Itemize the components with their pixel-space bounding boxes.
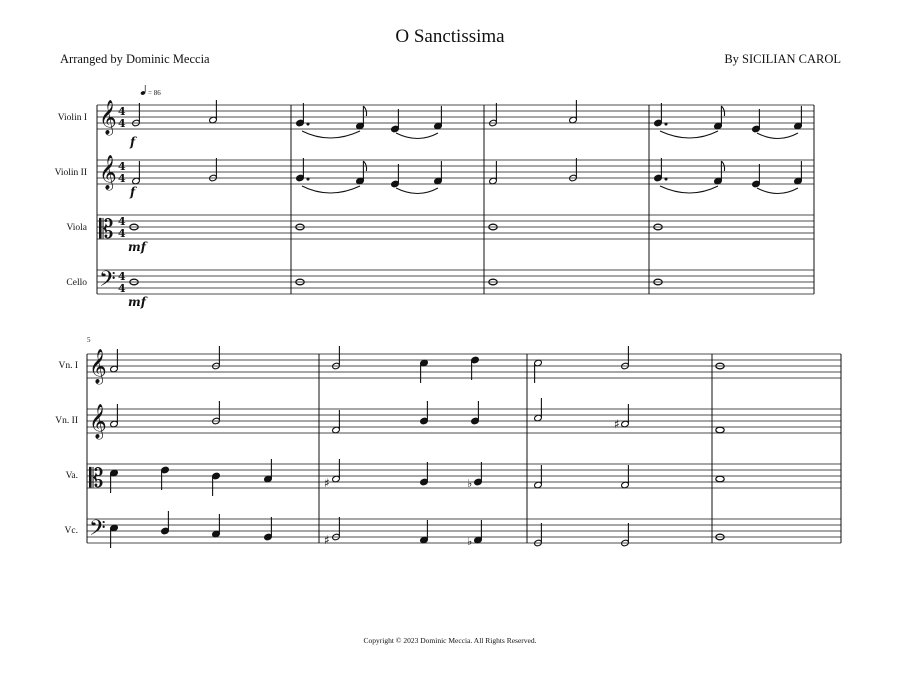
instrument-label: Violin I bbox=[57, 113, 87, 123]
copyright-notice: Copyright © 2023 Dominic Meccia. All Rights Reserved. bbox=[363, 636, 537, 645]
treble-clef-icon: 𝄞 bbox=[89, 404, 107, 439]
svg-text:4: 4 bbox=[118, 282, 126, 295]
svg-text:4: 4 bbox=[118, 117, 126, 130]
notes-violin-2 bbox=[110, 398, 725, 434]
bass-clef-icon: 𝄢 bbox=[89, 516, 106, 546]
instrument-label: Viola bbox=[66, 223, 87, 233]
measure-number: 5 bbox=[87, 336, 91, 344]
time-signature bbox=[118, 105, 126, 295]
staff-violin-2 bbox=[97, 160, 814, 184]
instrument-label: Cello bbox=[66, 278, 87, 288]
svg-text:= 86: = 86 bbox=[148, 89, 161, 97]
staff-viola bbox=[87, 464, 841, 488]
instrument-label: Vn. I bbox=[58, 361, 78, 371]
system-2 bbox=[87, 354, 841, 543]
dynamic-marking: mf bbox=[128, 295, 146, 309]
arranger-credit: Arranged by Dominic Meccia bbox=[60, 52, 210, 66]
system-1 bbox=[97, 105, 814, 294]
treble-clef-icon: 𝄞 bbox=[99, 155, 117, 190]
svg-text:♯: ♯ bbox=[614, 417, 620, 431]
instrument-label: Va. bbox=[65, 471, 78, 481]
notes-violin-2 bbox=[132, 158, 803, 194]
notes-cello bbox=[110, 511, 725, 548]
staff-viola bbox=[97, 215, 814, 239]
treble-clef-icon: 𝄞 bbox=[89, 349, 107, 384]
svg-text:4: 4 bbox=[118, 172, 126, 185]
treble-clef-icon: 𝄞 bbox=[99, 100, 117, 135]
svg-text:4: 4 bbox=[118, 270, 126, 283]
dynamic-marking: f bbox=[130, 135, 136, 149]
notes-viola bbox=[110, 459, 725, 496]
staff-violin-1 bbox=[87, 354, 841, 378]
dynamic-marking: f bbox=[130, 185, 136, 199]
svg-text:♯: ♯ bbox=[324, 533, 330, 547]
alto-clef-icon: 𝄡 bbox=[99, 215, 114, 245]
svg-text:4: 4 bbox=[118, 105, 126, 118]
svg-text:4: 4 bbox=[118, 160, 126, 173]
staff-cello bbox=[87, 519, 841, 543]
bass-clef-icon: 𝄢 bbox=[99, 267, 116, 297]
svg-text:♭: ♭ bbox=[467, 477, 473, 490]
staff-cello bbox=[97, 270, 814, 294]
instrument-label: Vc. bbox=[64, 526, 78, 536]
instrument-label: Vn. II bbox=[55, 416, 78, 426]
svg-text:♯: ♯ bbox=[324, 476, 330, 490]
notes-violin-1 bbox=[132, 100, 803, 139]
alto-clef-icon: 𝄡 bbox=[89, 464, 104, 494]
staff-violin-1 bbox=[97, 105, 814, 129]
score-title: O Sanctissima bbox=[395, 26, 505, 47]
svg-text:4: 4 bbox=[118, 215, 126, 228]
svg-text:4: 4 bbox=[118, 227, 126, 240]
composer-credit: By SICILIAN CAROL bbox=[724, 52, 841, 66]
svg-text:♭: ♭ bbox=[467, 535, 473, 548]
staff-violin-2 bbox=[87, 409, 841, 433]
instrument-label: Violin II bbox=[54, 168, 87, 178]
dynamic-marking: mf bbox=[128, 240, 146, 254]
notes-violin-1 bbox=[110, 346, 725, 383]
tempo-marking bbox=[140, 85, 161, 97]
